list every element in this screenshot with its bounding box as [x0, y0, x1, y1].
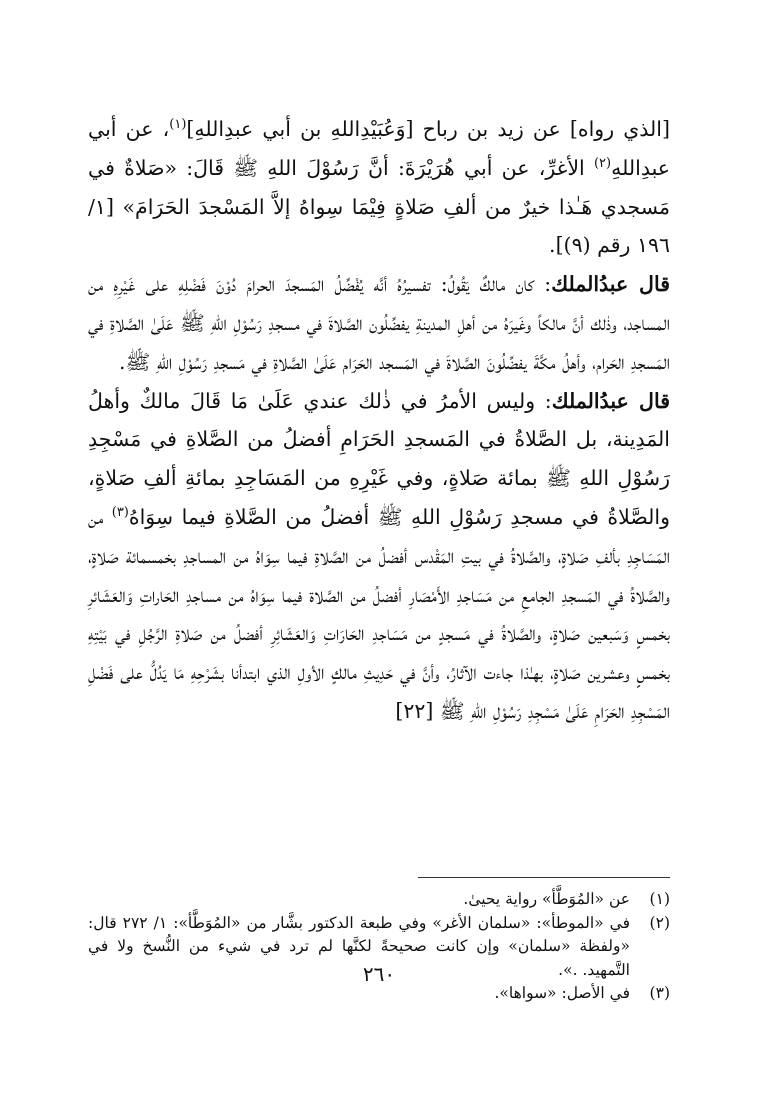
footnote-divider: [418, 877, 670, 878]
hadith-text-middle: ، عن أبي عبدِاللهِ: [88, 117, 670, 180]
page-number: ٢٦٠: [362, 962, 396, 986]
main-text: [88, 110, 670, 731]
footnote-number: (٢): [649, 913, 670, 932]
footnotes: [88, 888, 670, 1006]
commentary-1-text: : كان مالكٌ يَقُولُ: تفسيرُهُ أنَّه يُفْضِّلُ المَسجدَ الحرامَ دُوْنَ فَضْلِهِ على غَيْرِهِ من المساجد، وذٰلك أنَّ مالكاً وغَيرَهُ من أهلِ المدينةِ يفضِّلُون الصَّلاةَ في مسجدِ رَسُوْلِ اللهِ ﷺ عَلَىٰ الصَّلاةِ في المَسجدِ الحَرام، وأهلُ مكَّةَ يفضِّلُونَ الصَّلاةَ في المَسجد الحَرَام عَلَىٰ الصَّلاةِ في مَسجدِ رَسُوْلِ اللهِ ﷺ.: [88, 272, 670, 374]
paragraph-hadith: [88, 110, 670, 265]
commentary-2-text-end: من المَسَاجِدِ بألفِ صَلاةٍ، والصَّلاةُ في بيتِ المَقْدس أفضلُ من الصَّلاةِ فيما سِوَاهُ من المساجدِ بخمسمائة صَلاةٍ، والصَّلاةُ في المَسجدِ الجامعِ من مَسَاجدِ الأَمْصَارِ أفضلُ من الصَّلاة فيما سِوَاهُ من مساجدِ الحَاراتِ وَالعَشَائرِ بخمسٍ وَسَبعين صَلاةٍ، والصَّلاةُ في مَسجدٍ من مَسَاجدِ الحَارَاتِ وَالعَشَائِرِ أفضلُ من صَلاةِ الرَّجُلِ في بَيْتِهِ بخمسٍ وعشرين صَلاةٍ، بهـٰذا جاءت الآثارُ، وأنَّ في حَدِيثِ مالكٍ الأولِ الذي ابتدأنا بشَرْحِهِ مَا يَدُلُّ على فَضْلِ المَسْجِدِ الحَرَامِ عَلَىٰ مَسْجِدِ رَسُوْلِ اللهِ ﷺ [٢٢]: [88, 504, 670, 723]
hadith-text-end: الأغرِّ، عن أبي هُرَيْرَةَ: أنَّ رَسُوْلَ اللهِ ﷺ قَالَ: «صَلاةٌ في مَسجدي هَـٰذا خيرٌ من ألفِ صَلاةٍ فِيْمَا سِواهُ إلاَّ المَسْجدَ الحَرَامَ» [١/ ١٩٦ رقم (٩)].: [88, 155, 670, 258]
footnote-1: [88, 888, 670, 912]
footnote-ref-1: (١): [169, 117, 187, 133]
paragraph-commentary-2: [88, 382, 670, 731]
footnote-text: عن «المُوَطَّأ» رواية يحيىٰ.: [463, 890, 630, 908]
speaker-label: قال عبدُالملك: [551, 388, 670, 413]
footnote-number: (١): [649, 890, 670, 908]
footnote-ref-3: (٣): [111, 505, 129, 521]
footnote-text: في الأصل: «سواها».: [494, 984, 630, 1002]
commentary-2-text-start: : وليس الأمرُ في ذٰلك عندي عَلَىٰ مَا قَالَ مالكٌ وأهلُ المَدِينة، بل الصَّلاةُ في المَسجدِ الحَرَامِ أفضلُ من الصَّلاةِ في مَسْجِدِ رَسُوْلِ اللهِ ﷺ بمائة صَلاةٍ، وفي غَيْرِهِ من المَسَاجِدِ بمائةِ ألفِ صَلاةٍ، والصَّلاةُ في مسجدِ رَسُوْلِ اللهِ ﷺ أفضلُ من الصَّلاةِ فيما سِوَاهُ: [88, 388, 670, 529]
hadith-text-start: [الذي رواه] عن زيد بن رباح [وَعُبَيْدِاللهِ بن أبي عبدِاللهِ]: [186, 117, 670, 141]
footnote-text: في «الموطأ»: «سلمان الأغر» وفي طبعة الدكتور بشَّار من «المُوَطَّأ»: ١/ ٢٧٢ قال: «ولفظة «سلمان» وإن كانت صحيحةً لكنَّها لم ترد في شيء من النُّسخ ولا في التَّمهيد. .».: [88, 913, 630, 979]
footnote-ref-2: (٢): [593, 155, 612, 171]
page: [88, 110, 670, 1002]
footnote-number: (٣): [649, 984, 670, 1002]
paragraph-commentary-1: [88, 265, 670, 381]
speaker-label: قال عبدُالملك: [551, 272, 670, 297]
